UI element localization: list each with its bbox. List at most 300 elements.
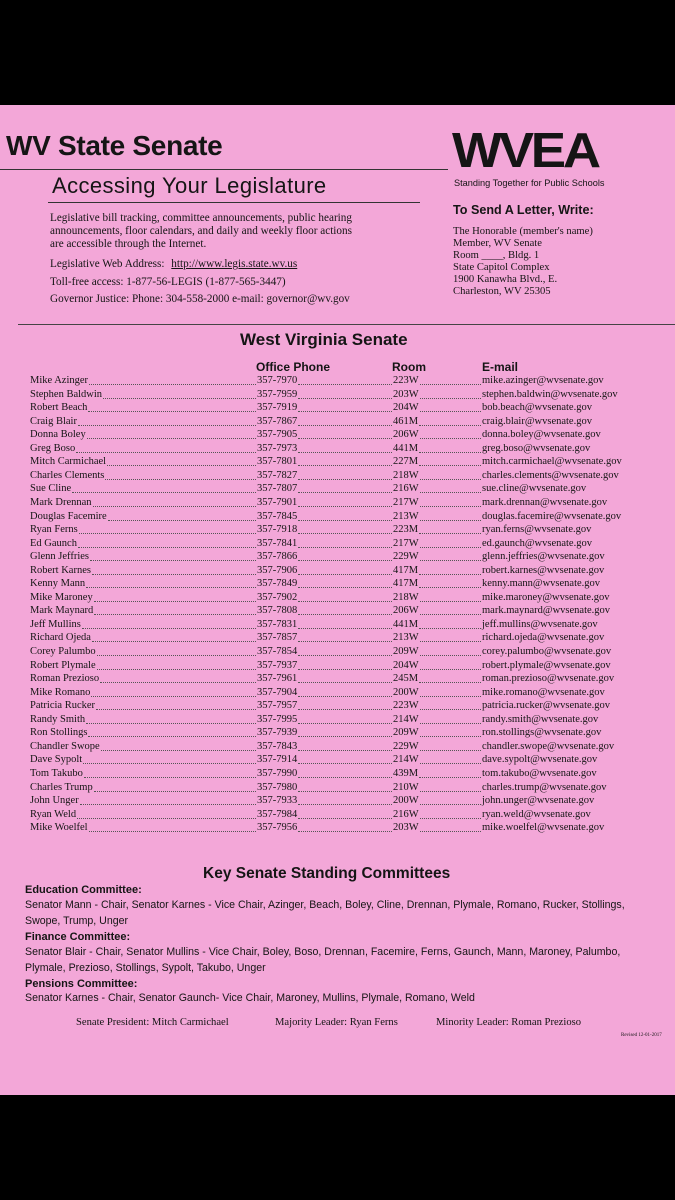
dot-leader	[298, 641, 392, 642]
web-address-link[interactable]: http://www.legis.state.wv.us	[171, 258, 298, 270]
senator-email[interactable]: chandler.swope@wvsenate.gov	[482, 740, 615, 752]
senator-phone: 357-7904	[257, 686, 298, 698]
dot-leader	[82, 628, 256, 629]
senator-email[interactable]: mike.romano@wvsenate.gov	[482, 686, 605, 698]
dot-leader	[298, 533, 392, 534]
finance-committee-title: Finance Committee:	[25, 931, 131, 943]
dot-leader	[420, 398, 481, 399]
dot-leader	[107, 465, 256, 466]
senator-room: 417M	[393, 564, 419, 576]
senator-phone: 357-7990	[257, 767, 298, 779]
revised-date: Revised 12-01-2017	[621, 1033, 662, 1038]
senator-name: Charles Clements	[30, 469, 105, 481]
senator-name: Dave Sypolt	[30, 754, 83, 766]
senator-email[interactable]: mike.maroney@wvsenate.gov	[482, 591, 610, 603]
senator-phone: 357-7980	[257, 781, 298, 793]
dot-leader	[298, 411, 392, 412]
dot-leader	[420, 614, 481, 615]
dot-leader	[298, 425, 392, 426]
senator-row	[0, 482, 675, 496]
dot-leader	[419, 574, 481, 575]
senator-email[interactable]: greg.boso@wvsenate.gov	[482, 442, 591, 454]
dot-leader	[420, 750, 481, 751]
senator-email[interactable]: robert.plymale@wvsenate.gov	[482, 659, 611, 671]
senator-email[interactable]: randy.smith@wvsenate.gov	[482, 713, 599, 725]
dot-leader	[298, 574, 392, 575]
intro-line: Legislative bill tracking, committee announcements, public hearing	[50, 212, 352, 224]
dot-leader	[83, 763, 256, 764]
senator-room: 439M	[393, 767, 419, 779]
senator-phone: 357-7801	[257, 456, 298, 468]
senator-row	[0, 469, 675, 483]
dot-leader	[420, 723, 481, 724]
senator-name: Charles Trump	[30, 781, 93, 793]
senator-phone: 357-7939	[257, 727, 298, 739]
senator-email[interactable]: corey.palumbo@wvsenate.gov	[482, 646, 612, 657]
dot-leader	[88, 411, 256, 412]
dot-leader	[419, 682, 481, 683]
senator-phone: 357-7901	[257, 496, 298, 508]
senator-phone: 357-7937	[257, 659, 298, 671]
dot-leader	[92, 641, 256, 642]
senator-email[interactable]: donna.boley@wvsenate.gov	[482, 429, 601, 441]
directory-heading: West Virginia Senate	[240, 330, 408, 349]
senator-phone: 357-7854	[257, 646, 298, 657]
senator-room: 204W	[393, 402, 419, 414]
senator-email[interactable]: tom.takubo@wvsenate.gov	[482, 767, 597, 779]
dot-leader	[79, 533, 256, 534]
dot-leader	[108, 520, 256, 521]
senator-name: Kenny Mann	[30, 578, 86, 590]
senator-room: 210W	[393, 781, 419, 793]
dot-leader	[89, 831, 256, 832]
senator-email[interactable]: sue.cline@wvsenate.gov	[482, 483, 587, 495]
senator-email[interactable]: mark.maynard@wvsenate.gov	[482, 605, 611, 617]
address-line: State Capitol Complex	[453, 262, 550, 273]
senator-room: 200W	[393, 795, 419, 807]
senator-row	[0, 374, 675, 388]
column-header-phone: Office Phone	[256, 360, 331, 374]
dot-leader	[298, 479, 392, 480]
senator-row	[0, 808, 675, 822]
senator-room: 245M	[393, 673, 419, 685]
dot-leader	[88, 736, 256, 737]
senator-row	[0, 523, 675, 537]
senator-phone: 357-7808	[257, 605, 298, 617]
senator-phone: 357-7918	[257, 524, 298, 536]
senator-room: 203W	[393, 388, 419, 400]
senator-room: 213W	[393, 632, 419, 644]
dot-leader	[298, 547, 392, 548]
senator-name: Randy Smith	[30, 713, 86, 725]
senator-room: 461M	[393, 415, 419, 427]
senator-phone: 357-7933	[257, 795, 298, 807]
dot-leader	[96, 709, 256, 710]
senator-phone: 357-7827	[257, 469, 298, 481]
address-line: Member, WV Senate	[453, 238, 542, 249]
senator-phone: 357-7961	[257, 673, 298, 685]
address-line: The Honorable (member's name)	[453, 226, 593, 237]
dot-leader	[72, 492, 256, 493]
senator-row	[0, 618, 675, 632]
senator-phone: 357-7970	[257, 375, 298, 386]
senator-name: Robert Beach	[30, 402, 88, 414]
committees-heading: Key Senate Standing Committees	[203, 865, 451, 882]
senator-email[interactable]: ron.stollings@wvsenate.gov	[482, 727, 602, 739]
senator-room: 200W	[393, 686, 419, 698]
governor-line: Governor Justice: Phone: 304-558-2000 e-mail: governor@wv.gov	[50, 293, 350, 305]
senator-row	[0, 672, 675, 686]
dot-leader	[100, 682, 256, 683]
senator-row	[0, 496, 675, 510]
dot-leader	[420, 560, 481, 561]
senator-row	[0, 659, 675, 673]
senator-email[interactable]: ryan.ferns@wvsenate.gov	[482, 524, 592, 536]
senator-room: 206W	[393, 429, 419, 441]
dot-leader	[97, 655, 256, 656]
senator-email[interactable]: bob.beach@wvsenate.gov	[482, 402, 592, 414]
senator-row	[0, 726, 675, 740]
minority-leader: Minority Leader: Roman Prezioso	[436, 1017, 582, 1028]
dot-leader	[420, 696, 481, 697]
dot-leader	[298, 614, 392, 615]
senator-email[interactable]: mitch.carmichael@wvsenate.gov	[482, 456, 622, 468]
dot-leader	[420, 655, 481, 656]
dot-leader	[419, 533, 481, 534]
senator-email[interactable]: richard.ojeda@wvsenate.gov	[482, 632, 605, 644]
senator-row	[0, 455, 675, 469]
senator-name: Ryan Ferns	[30, 524, 78, 536]
dot-leader	[87, 438, 256, 439]
senator-row	[0, 699, 675, 713]
majority-leader: Majority Leader: Ryan Ferns	[275, 1017, 398, 1028]
dot-leader	[298, 723, 392, 724]
address-line: Room ____, Bldg. 1	[453, 250, 540, 261]
senator-row	[0, 510, 675, 524]
senator-name: John Unger	[30, 795, 79, 807]
title-divider	[0, 169, 448, 170]
senator-name: Chandler Swope	[30, 740, 100, 752]
senator-name: Sue Cline	[30, 483, 72, 495]
dot-leader	[420, 601, 481, 602]
dot-leader	[420, 736, 481, 737]
senator-name: Greg Boso	[30, 442, 76, 454]
dot-leader	[420, 763, 481, 764]
senator-name: Robert Karnes	[30, 564, 91, 576]
dot-leader	[298, 709, 392, 710]
senator-name: Stephen Baldwin	[30, 388, 103, 400]
dot-leader	[76, 452, 256, 453]
senator-room: 217W	[393, 537, 419, 549]
dot-leader	[298, 465, 392, 466]
senator-name: Mike Woelfel	[30, 822, 88, 834]
senator-email[interactable]: mike.woelfel@wvsenate.gov	[482, 822, 605, 834]
senator-name: Mike Maroney	[30, 591, 93, 603]
senator-email[interactable]: jeff.mullins@wvsenate.gov	[482, 618, 598, 630]
senator-name: Ed Gaunch	[30, 537, 77, 549]
senator-name: Mark Maynard	[30, 605, 94, 617]
senator-email[interactable]: douglas.facemire@wvsenate.gov	[482, 510, 622, 522]
wvea-tagline: Standing Together for Public Schools	[454, 178, 605, 188]
senator-email[interactable]: mark.drennan@wvsenate.gov	[482, 496, 608, 508]
senator-room: 218W	[393, 469, 419, 481]
intro-line: announcements, floor calendars, and daily and weekly floor actions	[50, 225, 352, 237]
senator-row	[0, 767, 675, 781]
dot-leader	[298, 655, 392, 656]
senator-phone: 357-7867	[257, 415, 298, 427]
dot-leader	[420, 492, 481, 493]
senator-name: Mitch Carmichael	[30, 456, 107, 468]
dot-leader	[420, 547, 481, 548]
dot-leader	[298, 669, 392, 670]
senator-phone: 357-7807	[257, 483, 298, 495]
dot-leader	[419, 465, 481, 466]
senator-row	[0, 537, 675, 551]
senator-row	[0, 631, 675, 645]
dot-leader	[419, 628, 481, 629]
senator-name: Roman Prezioso	[30, 673, 100, 685]
dot-leader	[84, 777, 256, 778]
senator-row	[0, 591, 675, 605]
dot-leader	[86, 587, 256, 588]
dot-leader	[420, 506, 481, 507]
senator-email[interactable]: john.unger@wvsenate.gov	[482, 795, 595, 807]
senator-phone: 357-7959	[257, 388, 298, 400]
dot-leader	[420, 384, 481, 385]
dot-leader	[298, 452, 392, 453]
web-address-label: Legislative Web Address:	[50, 258, 165, 270]
dot-leader	[94, 614, 256, 615]
senator-row	[0, 604, 675, 618]
dot-leader	[94, 601, 256, 602]
senator-row	[0, 645, 675, 659]
dot-leader	[78, 547, 256, 548]
section-divider	[18, 324, 675, 325]
dot-leader	[93, 506, 256, 507]
senator-phone: 357-7956	[257, 822, 298, 834]
senator-phone: 357-7866	[257, 551, 298, 563]
senator-email[interactable]: ryan.weld@wvsenate.gov	[482, 808, 591, 820]
senator-phone: 357-7973	[257, 442, 298, 454]
senator-phone: 357-7995	[257, 713, 298, 725]
education-committee-members: Senator Mann - Chair, Senator Karnes - Vice Chair, Azinger, Beach, Boley, Cline, Drennan, Plymale, Romano, Rucker, Stollings, Swope, Trump, Unger	[25, 899, 625, 927]
address-line: 1900 Kanawha Blvd., E.	[453, 274, 558, 285]
dot-leader	[78, 425, 256, 426]
senator-email[interactable]: stephen.baldwin@wvsenate.gov	[482, 388, 618, 400]
senator-phone: 357-7906	[257, 564, 298, 576]
senator-room: 441M	[393, 442, 419, 454]
senator-name: Ryan Weld	[30, 808, 77, 820]
intro-line: are accessible through the Internet.	[50, 238, 207, 250]
dot-leader	[419, 425, 481, 426]
dot-leader	[298, 398, 392, 399]
column-header-email: E-mail	[482, 360, 519, 374]
senator-room: 223W	[393, 375, 419, 386]
senator-room: 218W	[393, 591, 419, 603]
senator-phone: 357-7919	[257, 402, 298, 414]
dot-leader	[420, 669, 481, 670]
senator-email[interactable]: charles.trump@wvsenate.gov	[482, 781, 607, 793]
senator-phone: 357-7857	[257, 632, 298, 644]
dot-leader	[92, 574, 256, 575]
dot-leader	[420, 804, 481, 805]
senator-phone: 357-7902	[257, 591, 298, 603]
dot-leader	[298, 438, 392, 439]
senator-email[interactable]: patricia.rucker@wvsenate.gov	[482, 700, 611, 712]
senator-email[interactable]: roman.prezioso@wvsenate.gov	[482, 673, 615, 685]
dot-leader	[420, 709, 481, 710]
dot-leader	[89, 384, 256, 385]
dot-leader	[94, 791, 256, 792]
senator-room: 203W	[393, 822, 419, 834]
dot-leader	[298, 560, 392, 561]
dot-leader	[298, 831, 392, 832]
dot-leader	[298, 736, 392, 737]
senator-phone: 357-7841	[257, 537, 298, 549]
dot-leader	[298, 628, 392, 629]
senator-email[interactable]: ed.gaunch@wvsenate.gov	[482, 537, 592, 549]
senator-email[interactable]: charles.clements@wvsenate.gov	[482, 469, 619, 481]
dot-leader	[101, 750, 256, 751]
senator-room: 229W	[393, 551, 419, 563]
dot-leader	[103, 398, 256, 399]
senator-phone: 357-7843	[257, 740, 298, 752]
dot-leader	[80, 804, 256, 805]
tollfree-line: Toll-free access: 1-877-56-LEGIS (1-877-565-3447)	[50, 276, 286, 288]
flyer-page	[0, 105, 675, 1095]
senator-room: 206W	[393, 605, 419, 617]
dot-leader	[419, 452, 481, 453]
dot-leader	[298, 587, 392, 588]
senator-name: Jeff Mullins	[30, 618, 81, 630]
pensions-committee-members: Senator Karnes - Chair, Senator Gaunch- Vice Chair, Maroney, Mullins, Plymale, Romano, Weld	[25, 992, 475, 1004]
senator-room: 229W	[393, 740, 419, 752]
senator-room: 216W	[393, 483, 419, 495]
dot-leader	[420, 438, 481, 439]
senator-name: Mark Drennan	[30, 496, 92, 508]
senator-phone: 357-7831	[257, 618, 298, 630]
senator-name: Tom Takubo	[30, 767, 83, 779]
dot-leader	[298, 682, 392, 683]
dot-leader	[77, 818, 256, 819]
dot-leader	[419, 587, 481, 588]
senator-room: 441M	[393, 618, 419, 630]
senator-room: 214W	[393, 754, 419, 766]
senator-phone: 357-7914	[257, 754, 298, 766]
senator-room: 214W	[393, 713, 419, 725]
senator-email[interactable]: robert.karnes@wvsenate.gov	[482, 564, 605, 576]
senator-phone: 357-7984	[257, 808, 298, 820]
finance-committee-members: Senator Blair - Chair, Senator Mullins - Vice Chair, Boley, Boso, Drennan, Facemire, Ferns, Gaunch, Mann, Maroney, Palumbo, Plymale, Prezioso, Stollings, Sypolt, Takubo, Unger	[25, 946, 621, 974]
senator-name: Douglas Facemire	[30, 510, 107, 522]
column-header-room: Room	[392, 360, 426, 374]
senator-row	[0, 781, 675, 795]
senator-row	[0, 388, 675, 402]
dot-leader	[91, 696, 256, 697]
senator-room: 209W	[393, 727, 419, 739]
senator-phone: 357-7845	[257, 510, 298, 522]
senator-name: Robert Plymale	[30, 659, 96, 671]
senator-name: Mike Romano	[30, 686, 91, 698]
senator-row	[0, 794, 675, 808]
senator-row	[0, 428, 675, 442]
senator-row	[0, 401, 675, 415]
document-subtitle: Accessing Your Legislature	[52, 173, 327, 198]
senator-room: 223M	[393, 524, 419, 536]
senator-name: Craig Blair	[30, 415, 77, 427]
education-committee-title: Education Committee:	[25, 884, 142, 896]
dot-leader	[298, 763, 392, 764]
dot-leader	[420, 641, 481, 642]
dot-leader	[298, 818, 392, 819]
pensions-committee-title: Pensions Committee:	[25, 978, 138, 990]
wvea-logo: WVEA	[452, 124, 598, 178]
web-address-row	[50, 258, 297, 271]
dot-leader	[420, 479, 481, 480]
dot-leader	[90, 560, 256, 561]
dot-leader	[420, 791, 481, 792]
dot-leader	[298, 492, 392, 493]
senate-president: Senate President: Mitch Carmichael	[76, 1017, 229, 1028]
senator-email[interactable]: craig.blair@wvsenate.gov	[482, 415, 592, 427]
dot-leader	[298, 384, 392, 385]
senator-name: Richard Ojeda	[30, 632, 91, 644]
dot-leader	[420, 831, 481, 832]
senator-name: Ron Stollings	[30, 727, 88, 739]
dot-leader	[420, 411, 481, 412]
senator-room: 216W	[393, 808, 419, 820]
address-line: Charleston, WV 25305	[453, 286, 551, 297]
senator-name: Donna Boley	[30, 429, 86, 441]
senator-name: Glenn Jeffries	[30, 551, 89, 563]
dot-leader	[86, 723, 256, 724]
senator-phone: 357-7957	[257, 700, 298, 712]
dot-leader	[298, 520, 392, 521]
dot-leader	[419, 777, 481, 778]
dot-leader	[298, 777, 392, 778]
senator-row	[0, 442, 675, 456]
senator-row	[0, 713, 675, 727]
dot-leader	[298, 791, 392, 792]
senator-room: 417M	[393, 578, 419, 590]
senator-email[interactable]: glenn.jeffries@wvsenate.gov	[482, 551, 605, 563]
senator-room: 223W	[393, 700, 419, 712]
senator-email[interactable]: kenny.mann@wvsenate.gov	[482, 578, 601, 590]
dot-leader	[298, 804, 392, 805]
senator-email[interactable]: dave.sypolt@wvsenate.gov	[482, 754, 598, 766]
senator-room: 217W	[393, 496, 419, 508]
dot-leader	[420, 520, 481, 521]
dot-leader	[105, 479, 256, 480]
dot-leader	[298, 506, 392, 507]
document-title: WV State Senate	[6, 130, 223, 161]
dot-leader	[298, 750, 392, 751]
senator-name: Corey Palumbo	[30, 646, 96, 657]
subtitle-divider	[48, 202, 420, 203]
senator-row	[0, 740, 675, 754]
senator-room: 204W	[393, 659, 419, 671]
senator-name: Patricia Rucker	[30, 700, 96, 712]
senator-room: 209W	[393, 646, 419, 657]
dot-leader	[97, 669, 256, 670]
senator-room: 213W	[393, 510, 419, 522]
senator-row	[0, 564, 675, 578]
letter-heading: To Send A Letter, Write:	[453, 203, 594, 217]
senator-room: 227M	[393, 456, 419, 468]
senator-row	[0, 753, 675, 767]
senator-row	[0, 577, 675, 591]
senator-email[interactable]: mike.azinger@wvsenate.gov	[482, 375, 604, 386]
